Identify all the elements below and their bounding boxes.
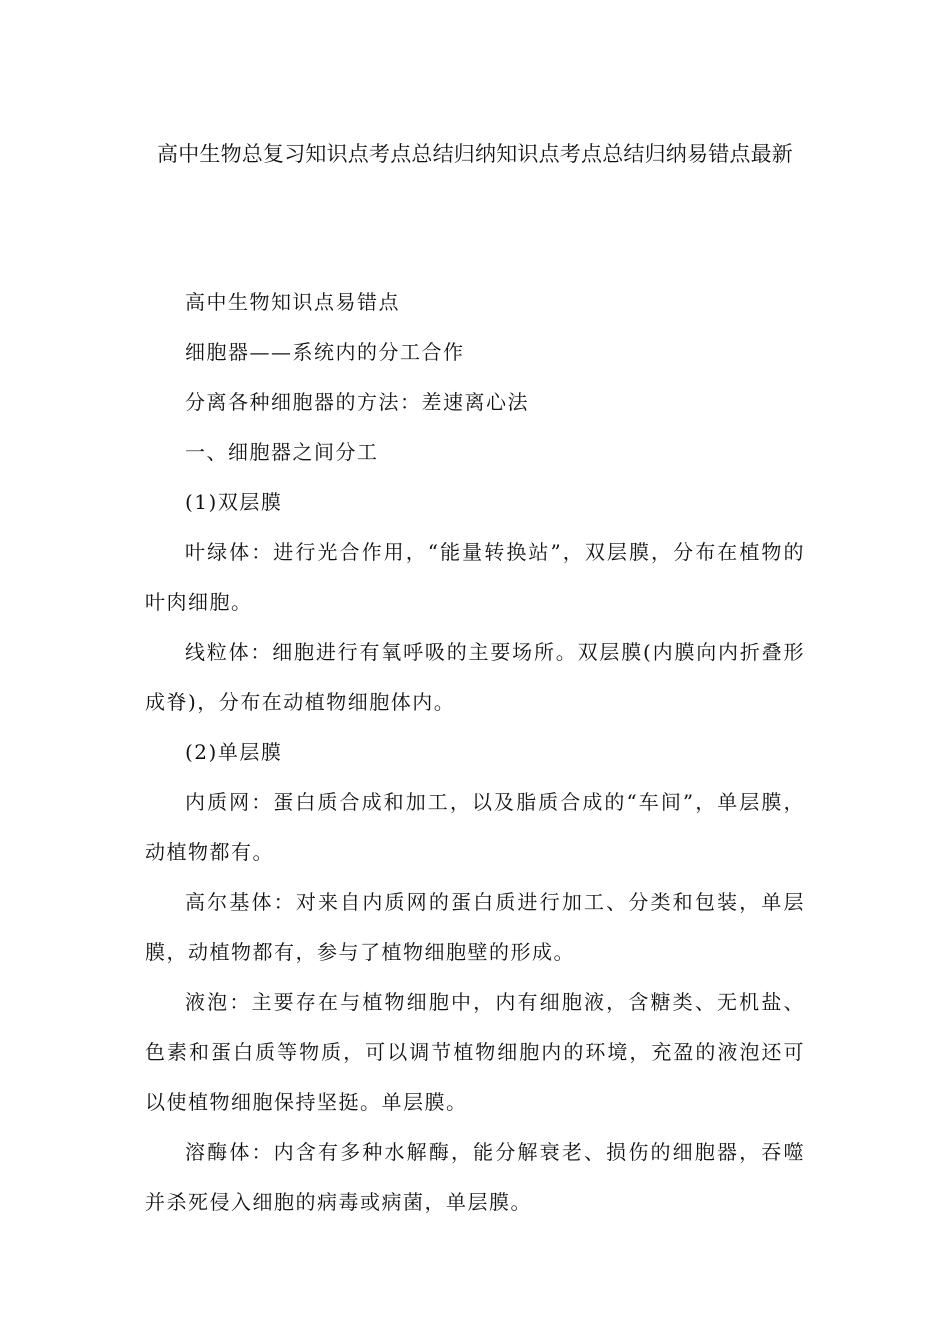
paragraph-section-title: 细胞器——系统内的分工合作 xyxy=(185,340,465,364)
paragraph-subheading: 一、细胞器之间分工 xyxy=(185,440,379,464)
paragraph-er: 内质网：蛋白质合成和加工，以及脂质合成的“车间”，单层膜，动植物都有。 xyxy=(145,790,805,864)
paragraph-heading: 高中生物知识点易错点 xyxy=(185,290,400,314)
document-title: 高中生物总复习知识点考点总结归纳知识点考点总结归纳易错点最新 xyxy=(157,142,793,166)
paragraph-method: 分离各种细胞器的方法：差速离心法 xyxy=(185,390,529,414)
paragraph-lysosome: 溶酶体：内含有多种水解酶，能分解衰老、损伤的细胞器，吞噬并杀死侵入细胞的病毒或病菌，单层膜。 xyxy=(145,1140,805,1214)
paragraph-chloroplast: 叶绿体：进行光合作用，“能量转换站”，双层膜，分布在植物的叶肉细胞。 xyxy=(145,540,805,614)
document-body xyxy=(145,277,805,1227)
paragraph-mitochondria: 线粒体：细胞进行有氧呼吸的主要场所。双层膜(内膜向内折叠形成脊)，分布在动植物细胞体内。 xyxy=(145,640,805,714)
paragraph-double-membrane: (1)双层膜 xyxy=(185,490,283,514)
paragraph-vacuole: 液泡：主要存在与植物细胞中，内有细胞液，含糖类、无机盐、色素和蛋白质等物质，可以调节植物细胞内的环境，充盈的液泡还可以使植物细胞保持坚挺。单层膜。 xyxy=(145,990,805,1114)
paragraph-golgi: 高尔基体：对来自内质网的蛋白质进行加工、分类和包装，单层膜，动植物都有，参与了植物细胞壁的形成。 xyxy=(145,890,805,964)
paragraph-single-membrane: (2)单层膜 xyxy=(185,740,283,764)
